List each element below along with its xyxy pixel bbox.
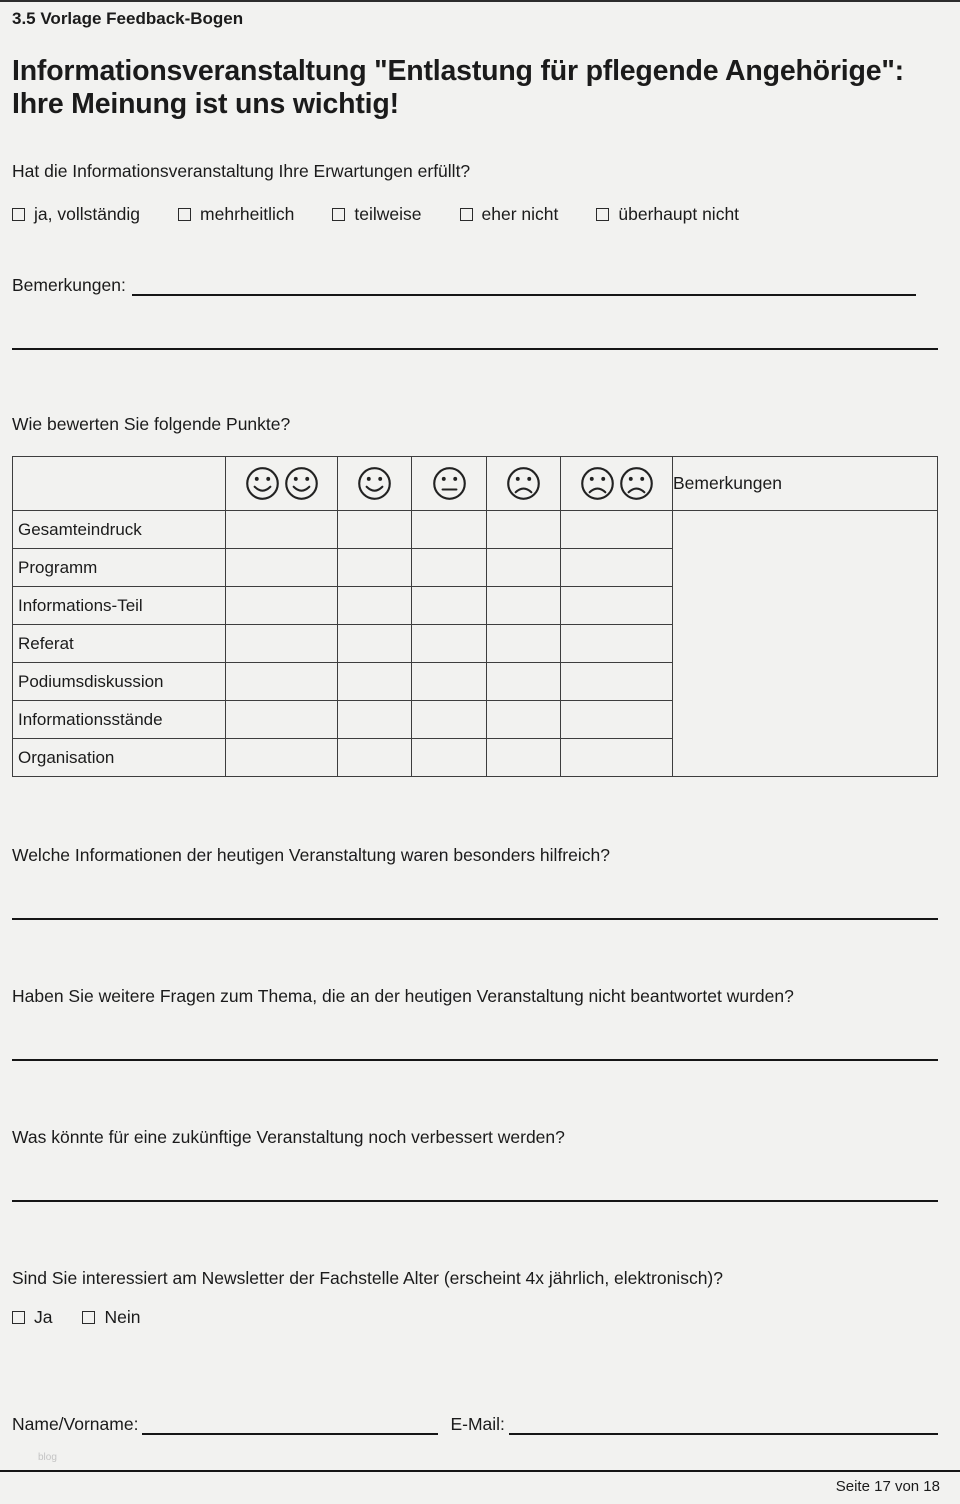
rating-cell[interactable] — [487, 511, 561, 549]
checkbox-newsletter-ja[interactable] — [12, 1311, 25, 1324]
remarks-input-line-1[interactable] — [132, 278, 916, 296]
rating-cell[interactable] — [412, 511, 487, 549]
rating-cell[interactable] — [412, 739, 487, 777]
rating-cell[interactable] — [561, 701, 673, 739]
row-label-programm: Programm — [13, 549, 226, 587]
rating-scale-very-sad — [561, 457, 673, 511]
rating-scale-sad — [487, 457, 561, 511]
watermark: blog — [38, 1452, 57, 1463]
option-mehrheitlich[interactable] — [178, 204, 294, 225]
newsletter-question: Sind Sie interessiert am Newsletter der Fachstelle Alter (erscheint 4x jährlich, elektronisch)? — [12, 1268, 723, 1289]
rating-cell[interactable] — [412, 549, 487, 587]
remarks-input-line-2[interactable] — [12, 348, 938, 350]
option-ueberhaupt-nicht[interactable] — [596, 204, 739, 225]
smiley-happy-icon — [244, 465, 281, 502]
rating-cell[interactable] — [226, 587, 338, 625]
rating-cell[interactable] — [338, 663, 412, 701]
row-label-organisation: Organisation — [13, 739, 226, 777]
name-input-line[interactable] — [142, 1417, 438, 1435]
open-question-unanswered-input-line[interactable] — [12, 1059, 938, 1061]
remarks-label: Bemerkungen: — [12, 275, 126, 296]
checkbox-newsletter-nein[interactable] — [82, 1311, 95, 1324]
rating-cell[interactable] — [226, 663, 338, 701]
rating-cell[interactable] — [338, 511, 412, 549]
page-top-rule — [0, 0, 960, 2]
option-eher-nicht[interactable] — [460, 204, 559, 225]
rating-cell[interactable] — [487, 739, 561, 777]
rating-cell[interactable] — [338, 739, 412, 777]
rating-remarks-cell[interactable] — [673, 511, 938, 777]
smiley-happy-icon — [356, 465, 393, 502]
rating-cell[interactable] — [226, 739, 338, 777]
rating-cell[interactable] — [487, 663, 561, 701]
option-newsletter-ja[interactable] — [12, 1307, 52, 1328]
checkbox-eher-nicht[interactable] — [460, 208, 473, 221]
option-teilweise[interactable] — [332, 204, 421, 225]
option-ja-vollstaendig[interactable] — [12, 204, 140, 225]
rating-cell[interactable] — [412, 625, 487, 663]
row-label-informations-teil: Informations-Teil — [13, 587, 226, 625]
row-label-podiumsdiskussion: Podiumsdiskussion — [13, 663, 226, 701]
option-newsletter-nein[interactable] — [82, 1307, 140, 1328]
option-label: eher nicht — [481, 204, 559, 225]
rating-cell[interactable] — [338, 587, 412, 625]
rating-cell[interactable] — [487, 625, 561, 663]
open-question-helpful: Welche Informationen der heutigen Veranstaltung waren besonders hilfreich? — [12, 845, 610, 866]
rating-cell[interactable] — [226, 625, 338, 663]
open-question-improvements: Was könnte für eine zukünftige Veranstaltung noch verbessert werden? — [12, 1127, 565, 1148]
checkbox-ueberhaupt-nicht[interactable] — [596, 208, 609, 221]
rating-cell[interactable] — [487, 587, 561, 625]
rating-cell[interactable] — [338, 625, 412, 663]
checkbox-teilweise[interactable] — [332, 208, 345, 221]
smiley-sad-icon — [618, 465, 655, 502]
contact-fields — [12, 1414, 938, 1435]
open-question-helpful-input-line[interactable] — [12, 918, 938, 920]
option-label: Nein — [104, 1307, 141, 1328]
open-question-unanswered: Haben Sie weitere Fragen zum Thema, die an der heutigen Veranstaltung nicht beantwortet wurden? — [12, 986, 794, 1007]
rating-cell[interactable] — [487, 701, 561, 739]
newsletter-options — [12, 1307, 938, 1328]
checkbox-mehrheitlich[interactable] — [178, 208, 191, 221]
option-label: teilweise — [354, 204, 422, 225]
rating-cell[interactable] — [412, 701, 487, 739]
page-title-line2: Ihre Meinung ist uns wichtig! — [12, 88, 399, 121]
section-heading: 3.5 Vorlage Feedback-Bogen — [12, 9, 244, 28]
row-label-informationsstaende: Informationsstände — [13, 701, 226, 739]
rating-scale-very-happy — [226, 457, 338, 511]
option-label: überhaupt nicht — [618, 204, 740, 225]
rating-cell[interactable] — [226, 701, 338, 739]
smiley-sad-icon — [579, 465, 616, 502]
rating-table-header-row — [13, 457, 938, 511]
rating-scale-happy — [338, 457, 412, 511]
rating-cell[interactable] — [561, 587, 673, 625]
rating-cell[interactable] — [226, 549, 338, 587]
smiley-happy-icon — [283, 465, 320, 502]
page-title — [12, 55, 938, 121]
expectation-options — [12, 204, 938, 225]
rating-scale-neutral — [412, 457, 487, 511]
row-label-referat: Referat — [13, 625, 226, 663]
option-label: ja, vollständig — [34, 204, 141, 225]
table-row — [13, 511, 938, 549]
expectation-question: Hat die Informationsveranstaltung Ihre Erwartungen erfüllt? — [12, 161, 471, 182]
rating-cell[interactable] — [412, 587, 487, 625]
page-number: Seite 17 von 18 — [835, 1478, 940, 1495]
page-title-line1: Informationsveranstaltung "Entlastung für pflegende Angehörige": — [12, 55, 904, 87]
rating-cell[interactable] — [561, 625, 673, 663]
rating-table-corner-cell — [13, 457, 226, 511]
open-question-improvements-input-line[interactable] — [12, 1200, 938, 1202]
rating-cell[interactable] — [561, 511, 673, 549]
remarks-field — [12, 275, 938, 296]
rating-remarks-header: Bemerkungen — [673, 457, 938, 511]
email-input-line[interactable] — [509, 1417, 938, 1435]
row-label-gesamteindruck: Gesamteindruck — [13, 511, 226, 549]
email-label: E-Mail: — [450, 1414, 505, 1435]
name-label: Name/Vorname: — [12, 1414, 139, 1435]
smiley-sad-icon — [505, 465, 542, 502]
option-label: Ja — [34, 1307, 53, 1328]
rating-question: Wie bewerten Sie folgende Punkte? — [12, 414, 291, 435]
rating-cell[interactable] — [561, 549, 673, 587]
rating-cell[interactable] — [226, 511, 338, 549]
option-label: mehrheitlich — [200, 204, 295, 225]
rating-table — [12, 456, 938, 777]
footer-rule — [0, 1470, 960, 1472]
rating-cell[interactable] — [561, 663, 673, 701]
rating-cell[interactable] — [487, 549, 561, 587]
checkbox-ja-vollstaendig[interactable] — [12, 208, 25, 221]
rating-cell[interactable] — [338, 701, 412, 739]
smiley-neutral-icon — [431, 465, 468, 502]
rating-cell[interactable] — [561, 739, 673, 777]
rating-cell[interactable] — [412, 663, 487, 701]
rating-cell[interactable] — [338, 549, 412, 587]
